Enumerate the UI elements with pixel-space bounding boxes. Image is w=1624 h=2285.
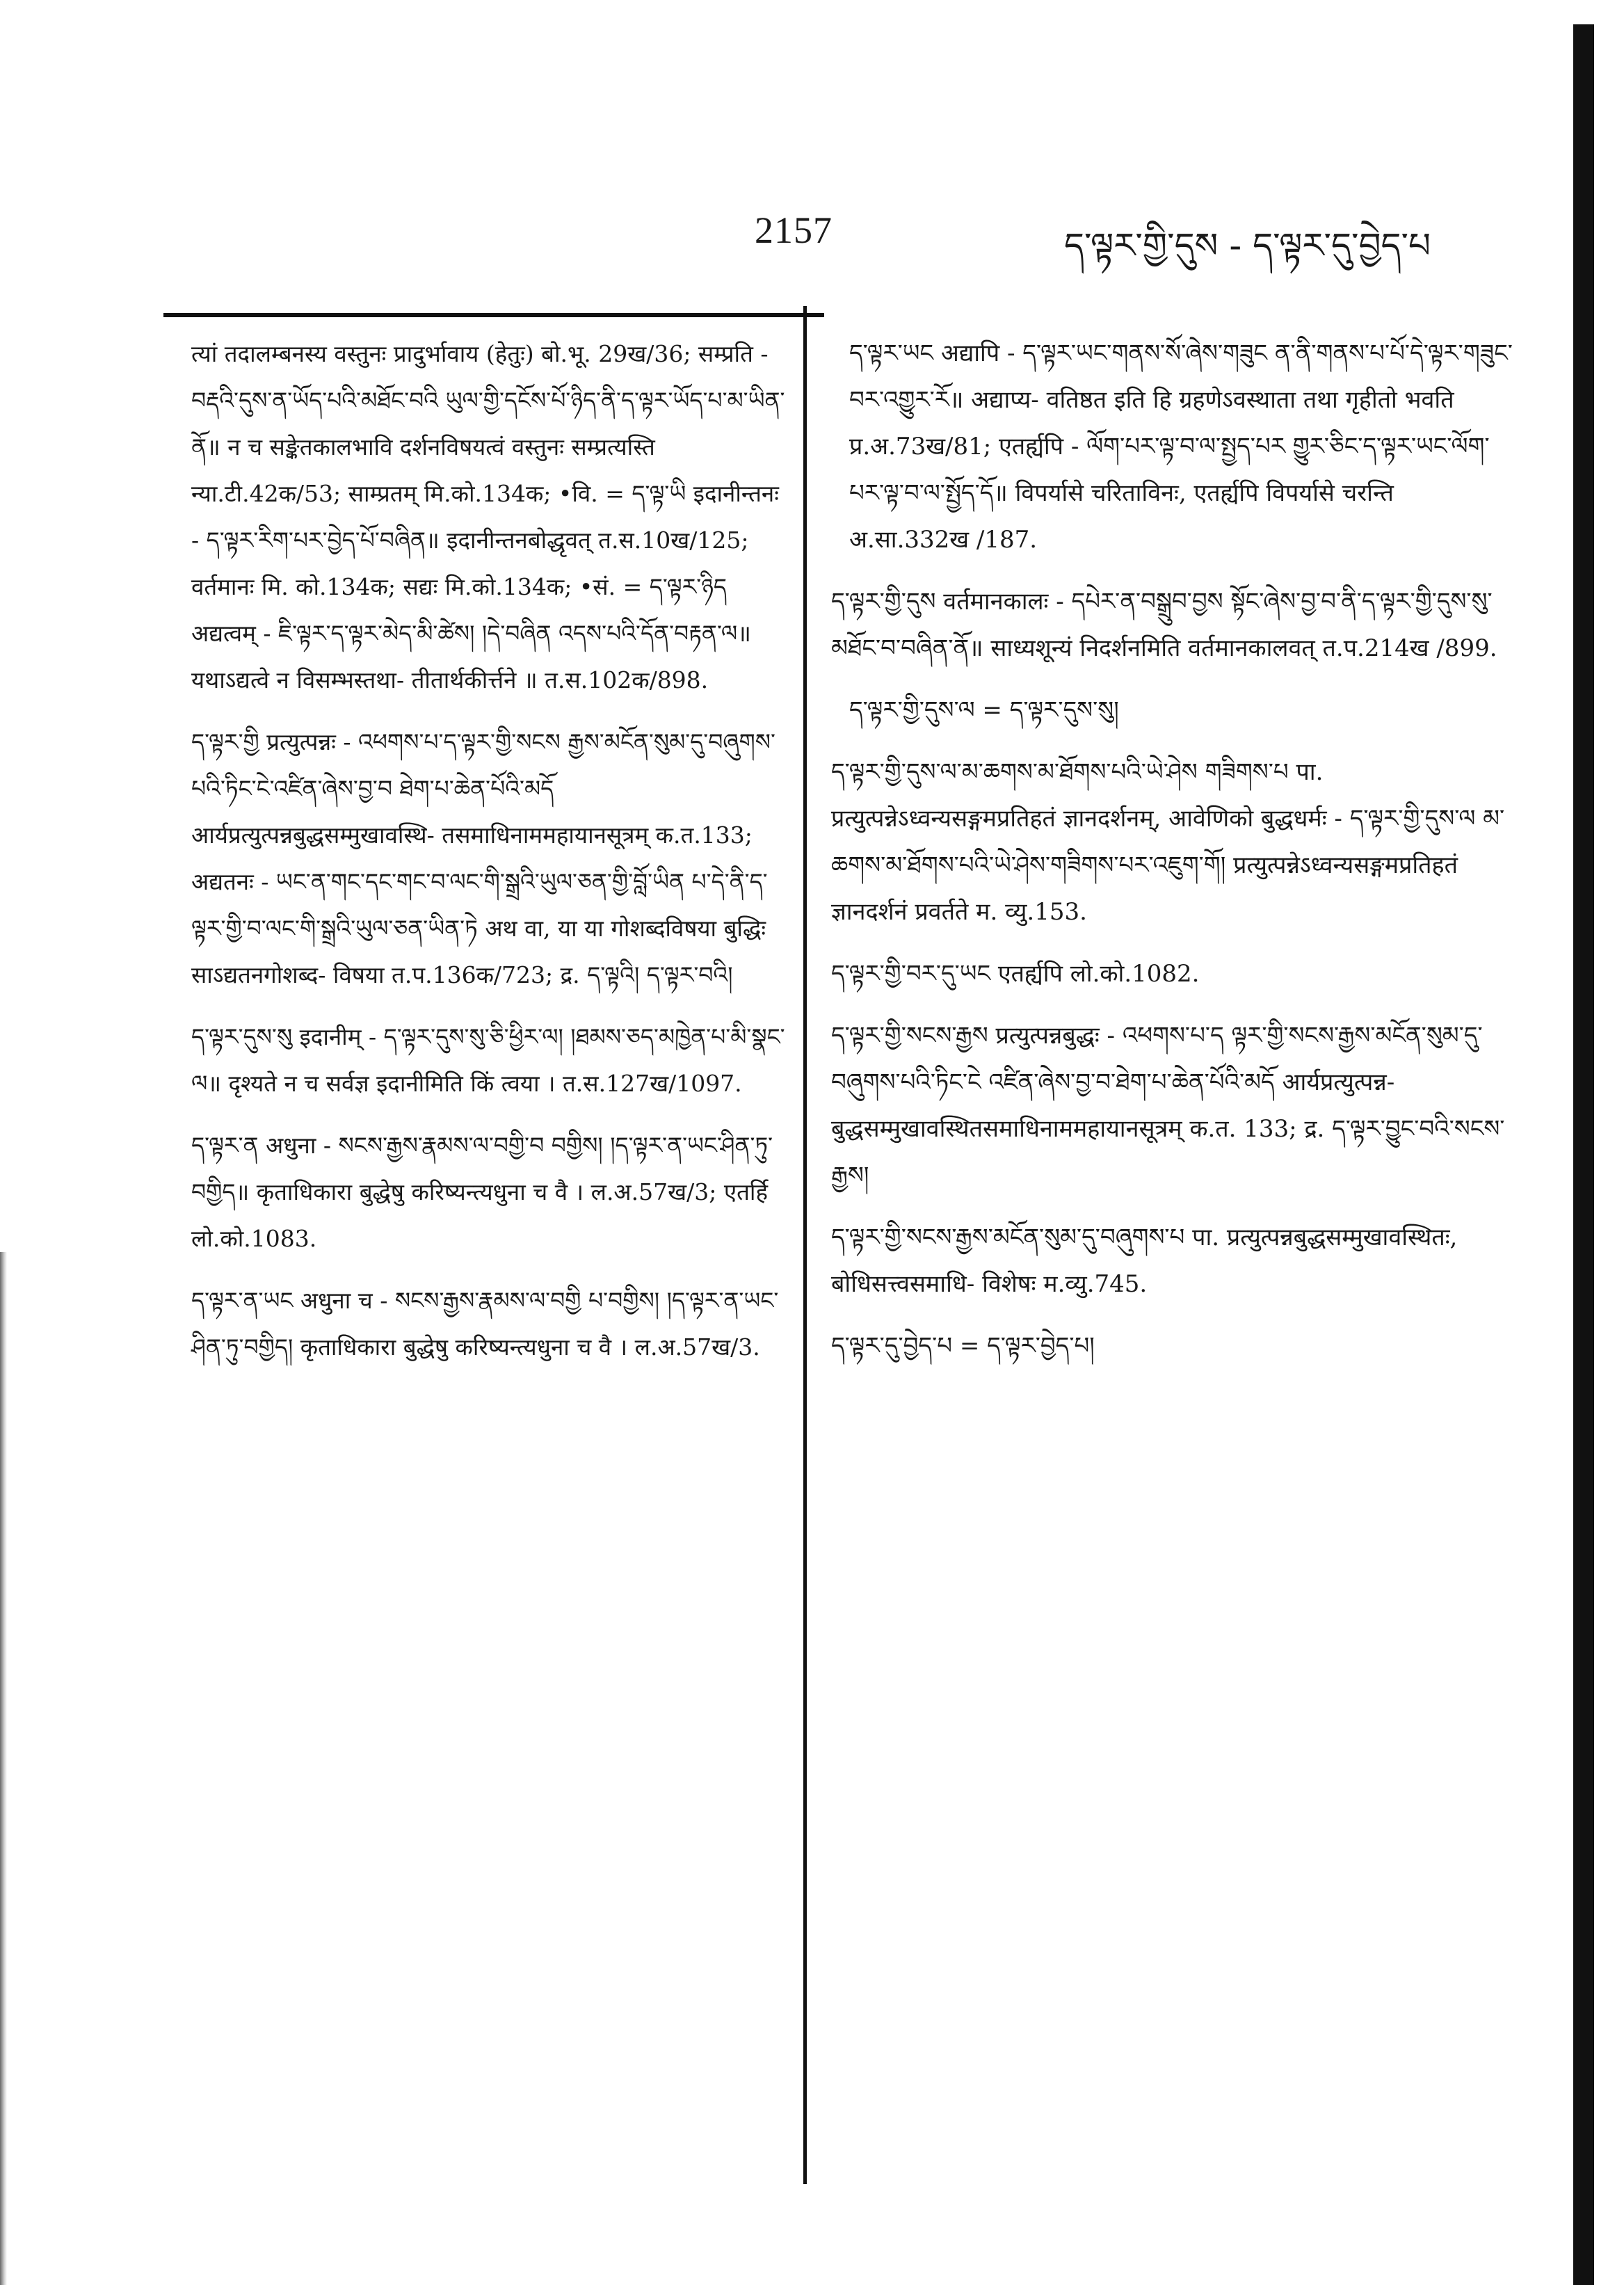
dictionary-entry: ད་ལྟར་དུ་བྱེད་པ = ད་ལྟར་བྱེད་པ། xyxy=(831,1332,1095,1360)
page-edge-shadow-left xyxy=(0,1252,7,2285)
left-column xyxy=(191,330,786,1386)
top-rule xyxy=(163,313,824,317)
dictionary-entry: ད་ལྟར་གྱི་སངས་རྒྱས་མངོན་སུམ་དུ་བཞུགས་པ पा. प्रत्युत्पन्नबुद्धसम्मुखावस्थितः, बोधिसत्त्वसमाधि- विशेषः म.व्यु.745. xyxy=(831,1224,1465,1298)
dictionary-entry: ད་ལྟར་དུས་སུ इदानीम् - ད་ལྟར་དུས་སུ་ཅི་ཕྱིར་ལ། །ཐམས་ཅད་མཁྱེན་པ་མི་སྣང་ལ॥ दृश्यते न च सर्वज्ञ इदानीमिति किं त्वया । त.स.127ख/1097. xyxy=(191,1023,785,1097)
running-head: ད་ལྟར་གྱི་དུས - ད་ལྟར་དུ་བྱེད་པ xyxy=(1064,225,1431,266)
dictionary-entry: ད་ལྟར་གྱི་དུས་ལ = ད་ལྟར་དུས་སུ། xyxy=(849,696,1119,724)
dictionary-entry: ད་ལྟར་ཡང अद्यापि - ད་ལྟར་ཡང་གནས་སོ་ཞེས་གཟུང ན་ནི་གནས་པ་པོ་དེ་ལྟར་གཟུང་བར་འགྱུར་རོ॥ अद्याप्य- वतिष्ठत इति हि ग्रहणेऽवस्थाता तथा गृहीतो भवति प्र.अ.73ख/81; एतर्ह्यपि - ལོག་པར་ལྟ་བ་ལ་སྤྱད་པར གྱུར་ཅིང་ད་ལྟར་ཡང་ལོག་པར་ལྟ་བ་ལ་སྤྱོད་དོ॥ विपर्यासे चरिताविनः, एतर्ह्यपि विपर्यासे चरन्ति अ.सा.332ख /187. xyxy=(849,339,1513,554)
dictionary-entry: ད་ལྟར་ན་ཡང अधुना च - སངས་རྒྱས་རྣམས་ལ་བགྱི པ་བགྱིས། །ད་ལྟར་ན་ཡང་ཤིན་ཏུ་བགྱིད། कृताधिकारा बुद्धेषु करिष्यन्त्यधुना च वै । ल.अ.57ख/3. xyxy=(191,1287,779,1361)
dictionary-entry: ད་ལྟར་གྱི་སངས་རྒྱས प्रत्युत्पन्नबुद्धः - འཕགས་པ་ད ལྟར་གྱི་སངས་རྒྱས་མངོན་སུམ་དུ་བཞུགས་པའི་ཏིང་ངེ འཛིན་ཞེས་བྱ་བ་ཐེག་པ་ཆེན་པོའི་མདོ आर्यप्रत्युत्पन्न- बुद्धसम्मुखावस्थितसमाधिनाममहायानसूत्रम् क.त. 133; द्र. ད་ལྟར་བྱུང་བའི་སངས་རྒྱས། xyxy=(831,1022,1505,1189)
dictionary-entry: ད་ལྟར་གྱི་དུས वर्तमानकालः - དཔེར་ན་བསྒྲུབ་བྱས སྟོང་ཞེས་བྱ་བ་ནི་ད་ལྟར་གྱི་དུས་སུ་མཐོང་བ་བཞིན་ནོ॥ साध्यशून्यं निदर्शनमिति वर्तमानकालवत् त.प.214ख /899. xyxy=(831,588,1497,662)
dictionary-entry: त्यां तदालम्बनस्य वस्तुनः प्रादुर्भावाय (हेतुः) बो.भू. 29ख/36; सम्प्रति - བརྡའི་དུས་ན་ཡོད་པའི་མཐོང་བའི ཡུལ་གྱི་དངོས་པོ་ཉིད་ནི་ད་ལྟར་ཡོད་པ་མ་ཡིན་ནོ॥ न च सङ्केतकालभावि दर्शनविषयत्वं वस्तुनः सम्प्रत्यस्ति न्या.टी.42क/53; साम्प्रतम् मि.को.134क; •वि. = ད་ལྟ་ཡི इदानीन्तनः - ད་ལྟར་རིག་པར་བྱེད་པོ་བཞིན॥ इदानीन्तनबोद्धृवत् त.स.10ख/125; वर्तमानः मि. को.134क; सद्यः मि.को.134क; •सं. = ད་ལྟར་ཉིད अद्यत्वम् - ཇི་ལྟར་ད་ལྟར་མེད་མི་ཚེས། །དེ་བཞིན འདས་པའི་དོན་བརྟན་ལ॥ यथाऽद्यत्वे न विसम्भस्तथा- तीतार्थकीर्त्तने ॥ त.स.102क/898. xyxy=(191,340,787,693)
page-number: 2157 xyxy=(755,209,833,251)
dictionary-entry: ད་ལྟར་ན अधुना - སངས་རྒྱས་རྣམས་ལ་བགྱི་བ བགྱིས། །ད་ལྟར་ན་ཡང་ཤིན་ཏུ་བགྱིད॥ कृताधिकारा बुद्धेषु करिष्यन्त्यधुना च वै । ल.अ.57ख/3; एतर्हि लो.को.1083. xyxy=(191,1132,775,1252)
dictionary-entry: ད་ལྟར་གྱི प्रत्युत्पन्नः - འཕགས་པ་ད་ལྟར་གྱི་སངས རྒྱས་མངོན་སུམ་དུ་བཞུགས་པའི་ཏིང་ངེ་འཛིན་ཞེས་བྱ་བ ཐེག་པ་ཆེན་པོའི་མདོ आर्यप्रत्युत्पन्नबुद्धसम्मुखावस्थि- तसमाधिनाममहायानसूत्रम् क.त.133; अद्यतनः - ཡང་ན་གང་དང་གང་བ་ལང་གི་སྒྲའི་ཡུལ་ཅན་གྱི་བློ་ཡིན པ་དེ་ནི་ད་ལྟར་གྱི་བ་ལང་གི་སྒྲའི་ཡུལ་ཅན་ཡིན་ཏེ अथ वा, या या गोशब्दविषया बुद्धिः साऽद्यतनगोशब्द- विषया त.प.136क/723; द्र. ད་ལྟའི། ད་ལྟར་བའི། xyxy=(191,728,775,988)
dictionary-entry: ད་ལྟར་གྱི་བར་དུ་ཡང एतर्ह्यपि लो.को.1082. xyxy=(831,960,1200,988)
column-divider xyxy=(803,306,807,2184)
right-column xyxy=(831,330,1516,1385)
page-edge-shadow-right xyxy=(1573,24,1594,2285)
dictionary-entry: ད་ལྟར་གྱི་དུས་ལ་མ་ཆགས་མ་ཐོགས་པའི་ཡེ་ཤེས གཟིགས་པ पा. प्रत्युत्पन्नेऽध्वन्यसङ्गमप्रतिहतं ज्ञानदर्शनम्, आवेणिको बुद्धधर्मः - ད་ལྟར་གྱི་དུས་ལ མ་ཆགས་མ་ཐོགས་པའི་ཡེ་ཤེས་གཟིགས་པར་འཇུག་གོ། प्रत्युत्पन्नेऽध्वन्यसङ्गमप्रतिहतं ज्ञानदर्शनं प्रवर्तते म. व्यु.153. xyxy=(831,758,1505,926)
